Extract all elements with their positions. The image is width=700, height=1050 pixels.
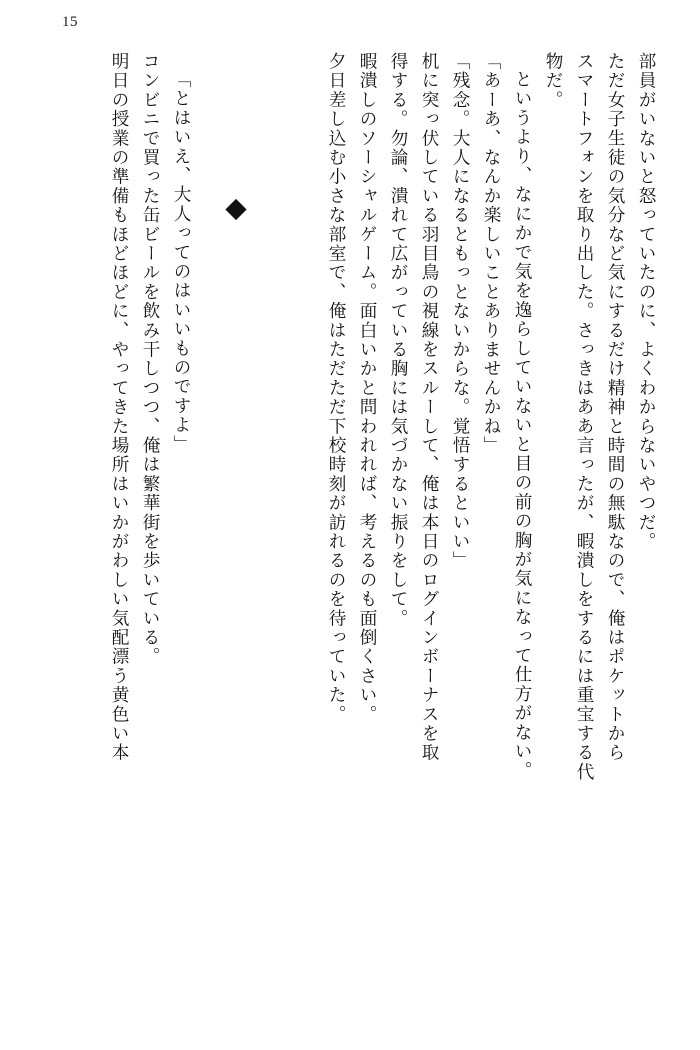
text-column: 得する。勿論、潰れて広がっている胸には気づかない振りをして。 [388,52,408,628]
text-column: 机に突っ伏している羽目鳥の視線をスルーして、俺は本日のログインボーナスを取 [419,52,439,763]
page-number: 15 [62,14,78,30]
text-column: スマートフォンを取り出した。さっきはああ言ったが、暇潰しをするには重宝する代 [574,52,594,782]
scene-separator [220,52,251,1032]
diamond-icon [225,199,246,220]
text-column: 物だ。 [543,52,563,110]
text-column: というより、なにかで気を逸らしていないと目の前の胸が気になって仕方がない。 [512,70,532,781]
vertical-text-body [40,52,654,1032]
text-column-blank [282,52,313,1032]
text-column: 「残念。大人になるともっとないからな。覚悟するといい」 [450,52,470,571]
text-column: コンビニで買った缶ビールを飲み干しつつ、俺は繁華街を歩いている。 [140,52,160,667]
text-column: 「とはいえ、大人ってのはいいものですよ」 [171,70,191,454]
text-column: 夕日差し込む小さな部室で、俺はただただ下校時刻が訪れるのを待っていた。 [326,52,346,724]
text-column: ただ女子生徒の気分など気にするだけ精神と時間の無駄なので、俺はポケットから [605,52,625,763]
text-column: 明日の授業の準備もほどほどに、やってきた場所はいかがわしい気配漂う黄色い本 [109,52,129,763]
text-column-blank [189,52,220,1032]
text-column: 部員がいないと怒っていたのに、よくわからないやつだ。 [636,52,656,552]
text-column: 「あーあ、なんか楽しいことありませんかね」 [481,52,501,456]
text-column: 暇潰しのソーシャルゲーム。面白いかと問われれば、考えるのも面倒くさい。 [357,52,377,724]
text-column-blank [251,52,282,1032]
